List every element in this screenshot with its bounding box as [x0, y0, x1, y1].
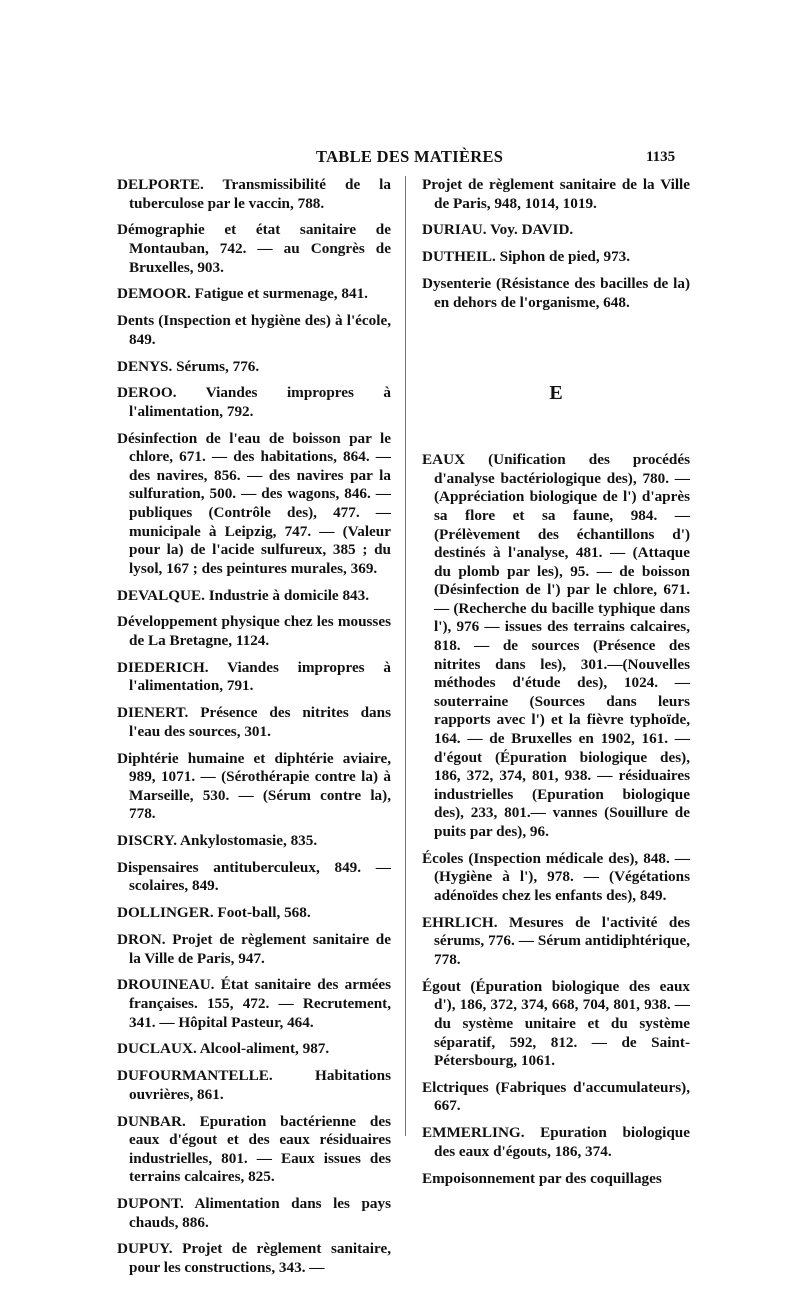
index-entry: DUNBAR. Epuration bactérienne des eaux d'égout et des eaux résiduaires industrielles, 801. — Eaux issues des terrains calcaires, 825.: [117, 1112, 391, 1186]
page-title: TABLE DES MATIÈRES: [316, 147, 504, 166]
index-entry: DUCLAUX. Alcool-aliment, 987.: [117, 1040, 330, 1058]
index-entry: Dents (Inspection et hygiène des) à l'école, 849.: [117, 312, 391, 348]
index-entry: DENYS. Sérums, 776.: [117, 357, 260, 375]
index-entry: DEVALQUE. Industrie à domicile 843.: [117, 586, 370, 604]
right-column-top: [422, 176, 690, 312]
index-entry: Dysenterie (Résistance des bacilles de la) en dehors de l'organisme, 648.: [422, 274, 690, 311]
index-entry: DISCRY. Ankylostomasie, 835.: [117, 832, 318, 850]
index-entry: Dispensaires antituberculeux, 849. — scolaires, 849.: [117, 858, 391, 895]
column-divider: [405, 176, 406, 1136]
index-entry: Projet de règlement sanitaire de la Ville de Paris, 948, 1014, 1019.: [422, 176, 690, 212]
index-entry: DOLLINGER. Foot-ball, 568.: [117, 904, 311, 922]
index-entry: Elctriques (Fabriques d'accumulateurs), 667.: [422, 1078, 690, 1115]
index-entry: DIEDERICH. Viandes impropres à l'alimentation, 791.: [117, 658, 391, 695]
index-entry: DUTHEIL. Siphon de pied, 973.: [422, 248, 631, 266]
section-letter: E: [549, 382, 563, 405]
index-entry: EAUX (Unification des procédés d'analyse bactériologique des), 780. — (Appréciation biologique de l') d'après sa flore et sa faune, 984. — (Prélèvement des échantillons d') destinés à l'analyse, 481. — (Attaque du plomb par les), 95. — de boisson (Désinfection de l') par le chlore, 671. — (Recherche du bacille typhique dans l'), 976 — issues des terrains calcaires, 818. — de sources (Présence des nitrites dans les), 301.—(Nouvelles méthodes d'étude des), 1024. — souterraine (Sources dans leurs rapports avec l') et la fièvre typhoïde, 164. — de Bruxelles en 1902, 161. — d'égout (Épuration biologique des), 186, 372, 374, 801, 938. — résiduaires industrielles (Epuration biologique des), 233, 801.— vannes (Souillure de puits par des), 96.: [422, 451, 690, 840]
index-entry: Empoisonnement par des coquillages: [422, 1169, 662, 1187]
index-entry: DEMOOR. Fatigue et surmenage, 841.: [117, 285, 368, 303]
index-entry: DUPONT. Alimentation dans les pays chauds, 886.: [117, 1195, 391, 1231]
page-header: [0, 147, 800, 169]
index-entry: DUFOURMANTELLE. Habitations ouvrières, 861.: [117, 1067, 391, 1103]
page-number: 1135: [646, 149, 676, 165]
index-entry: DEROO. Viandes impropres à l'alimentation, 792.: [117, 384, 391, 420]
index-entry: Démographie et état sanitaire de Montauban, 742. — au Congrès de Bruxelles, 903.: [117, 221, 391, 276]
right-column: [422, 176, 690, 1196]
left-column: [117, 176, 391, 1286]
index-entry: DROUINEAU. État sanitaire des armées françaises. 155, 472. — Recrutement, 341. — Hôpital Pasteur, 464.: [117, 976, 391, 1031]
index-entry: DELPORTE. Transmissibilité de la tuberculose par le vaccin, 788.: [117, 176, 391, 212]
index-entry: EMMERLING. Epuration biologique des eaux d'égouts, 186, 374.: [422, 1124, 690, 1160]
index-entry: EHRLICH. Mesures de l'activité des sérums, 776. — Sérum antidiphtérique, 778.: [422, 913, 690, 968]
index-entry: Égout (Épuration biologique des eaux d'), 186, 372, 374, 668, 704, 801, 938. — du système unitaire et du système séparatif, 592, 812. — de Saint-Pétersbourg, 1061.: [422, 977, 690, 1070]
index-entry: DURIAU. Voy. DAVID.: [422, 221, 574, 239]
index-entry: DUPUY. Projet de règlement sanitaire, pour les constructions, 343. —: [117, 1240, 391, 1277]
index-entry: DRON. Projet de règlement sanitaire de la Ville de Paris, 947.: [117, 931, 391, 967]
index-entry: Diphtérie humaine et diphtérie aviaire, 989, 1071. — (Sérothérapie contre la) à Marseille, 530. — (Sérum contre la), 778.: [117, 749, 391, 823]
index-entry: DIENERT. Présence des nitrites dans l'eau des sources, 301.: [117, 704, 391, 740]
right-column-bottom: [422, 451, 690, 1188]
index-entry: Désinfection de l'eau de boisson par le chlore, 671. — des habitations, 864. — des navires, 856. — des navires par la sulfuration, 500. — des wagons, 846. — publiques (Contrôle des), 477. — municipale à Leipzig, 747. — (Valeur pour la) de l'acide sulfureux, 385 ; du lysol, 167 ; des peintures murales, 369.: [117, 429, 391, 577]
index-entry: Développement physique chez les mousses de La Bretagne, 1124.: [117, 613, 391, 649]
index-entry: Écoles (Inspection médicale des), 848. — (Hygiène à l'), 978. — (Végétations adénoïdes chez les enfants des), 849.: [422, 849, 690, 904]
